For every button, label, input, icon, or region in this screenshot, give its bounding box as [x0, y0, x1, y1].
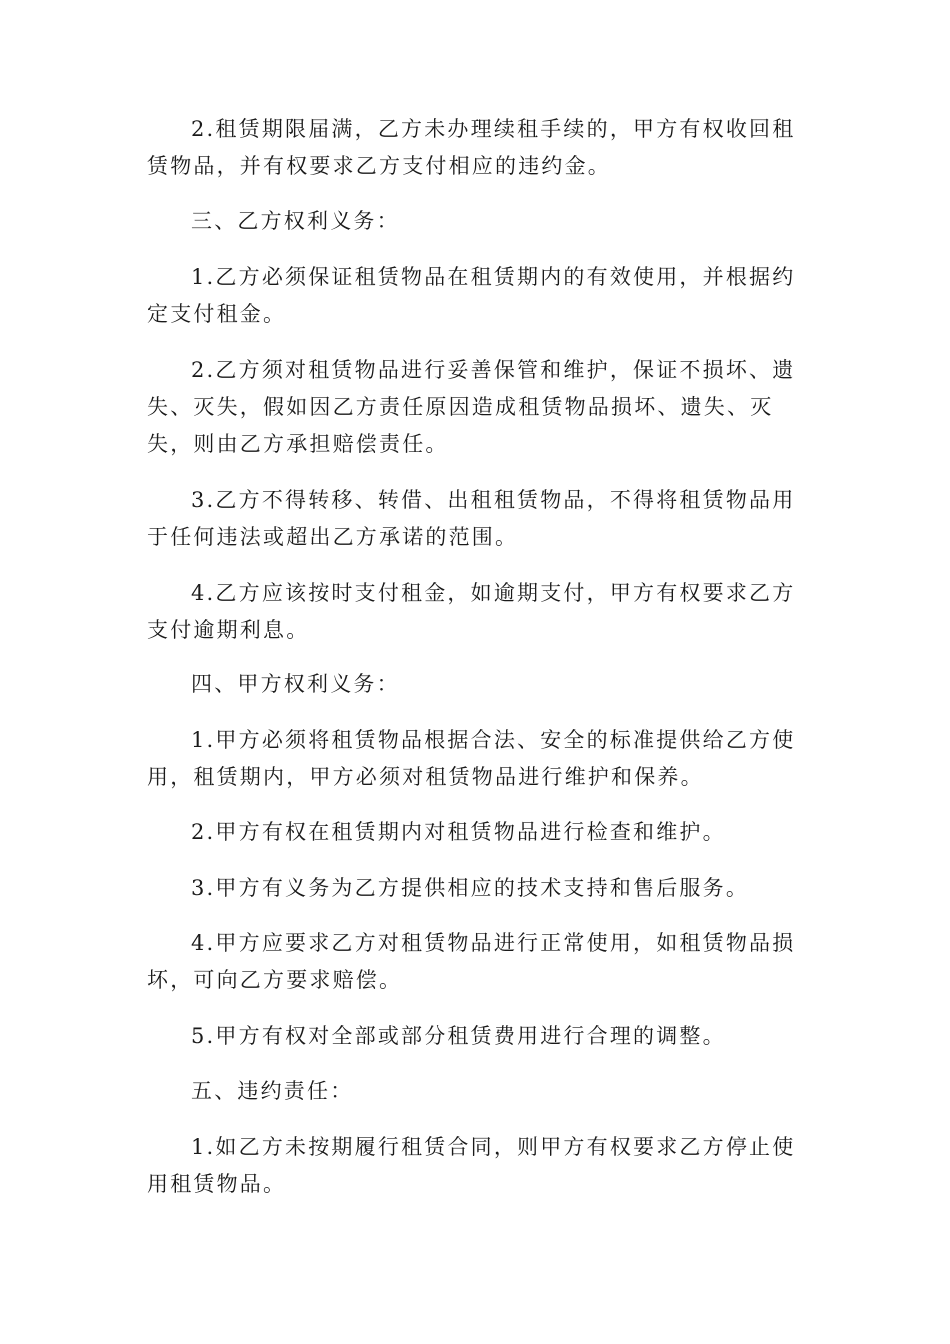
paragraph-2-lease-expiry: 2.租赁期限届满，乙方未办理续租手续的，甲方有权收回租赁物品，并有权要求乙方支付相应的违约金。	[147, 117, 796, 178]
paragraph-a-4: 4.甲方应要求乙方对租赁物品进行正常使用，如租赁物品损坏，可向乙方要求赔偿。	[147, 931, 796, 992]
paragraph-a-5: 5.甲方有权对全部或部分租赁费用进行合理的调整。	[191, 1024, 726, 1048]
paragraph-b-4: 4.乙方应该按时支付租金，如逾期支付，甲方有权要求乙方支付逾期利息。	[147, 581, 796, 642]
section-heading-party-b-rights: 三、乙方权利义务：	[191, 209, 400, 233]
section-heading-party-a-rights: 四、甲方权利义务：	[191, 672, 400, 696]
paragraph-a-2: 2.甲方有权在租赁期内对租赁物品进行检查和维护。	[191, 820, 726, 844]
paragraph-b-3: 3.乙方不得转移、转借、出租租赁物品，不得将租赁物品用于任何违法或超出乙方承诺的范围。	[147, 488, 796, 549]
paragraph-b-2: 2.乙方须对租赁物品进行妥善保管和维护，保证不损坏、遗失、灭失，假如因乙方责任原因造成租赁物品损坏、遗失、灭失，则由乙方承担赔偿责任。	[147, 358, 796, 456]
paragraph-breach-1: 1.如乙方未按期履行租赁合同，则甲方有权要求乙方停止使用租赁物品。	[147, 1135, 796, 1196]
paragraph-a-3: 3.甲方有义务为乙方提供相应的技术支持和售后服务。	[191, 876, 750, 900]
paragraph-b-1: 1.乙方必须保证租赁物品在租赁期内的有效使用，并根据约定支付租金。	[147, 265, 796, 326]
paragraph-a-1: 1.甲方必须将租赁物品根据合法、安全的标准提供给乙方使用，租赁期内，甲方必须对租赁物品进行维护和保养。	[147, 728, 796, 789]
section-heading-breach-liability: 五、违约责任：	[191, 1079, 354, 1103]
